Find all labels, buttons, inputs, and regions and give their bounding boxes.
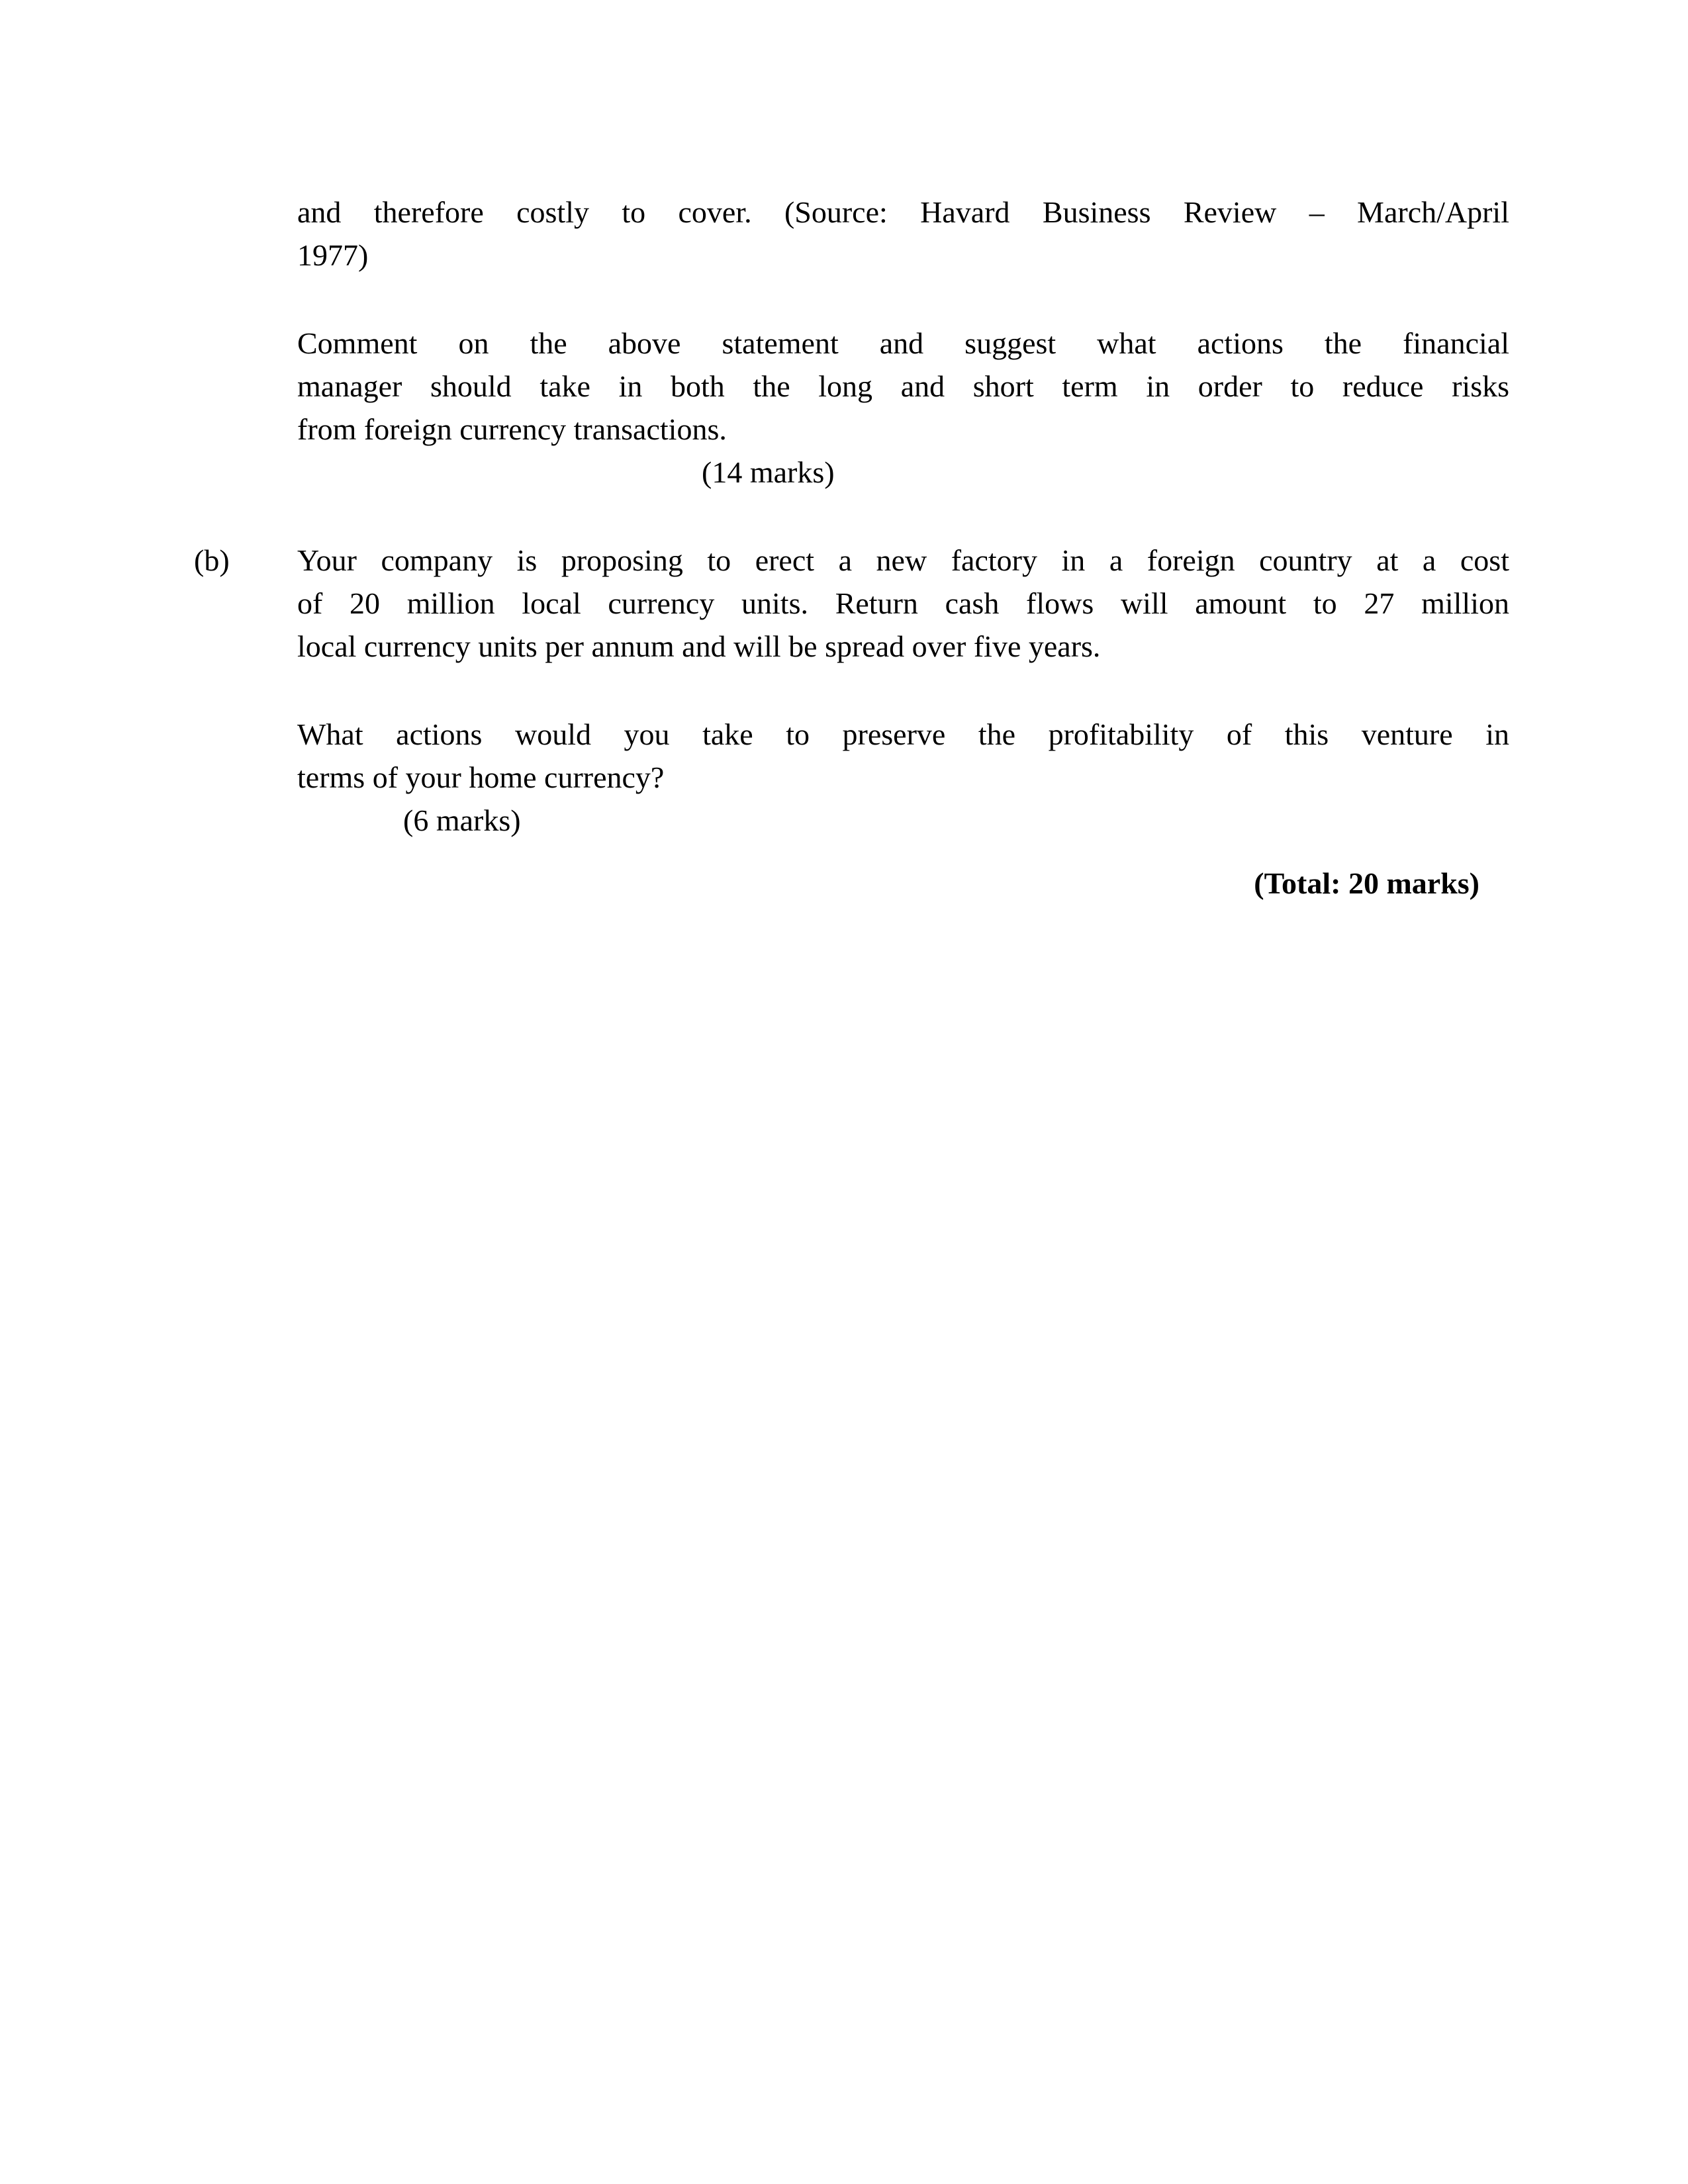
- text-line: What actions would you take to preserve the profitability of this venture in: [297, 717, 1509, 751]
- marks-14-line: [702, 451, 1509, 494]
- page-content: [194, 191, 1509, 905]
- item-b-label: (b): [194, 543, 230, 577]
- marks-6-line: [403, 799, 1509, 842]
- text-line: Your company is proposing to erect a new factory in a foreign country at a cost: [297, 543, 1509, 577]
- total-marks-line: [297, 862, 1509, 905]
- text-line: 1977): [297, 238, 369, 272]
- total-marks-text: (Total: 20 marks): [1254, 866, 1479, 900]
- intro-paragraph: [297, 191, 1509, 277]
- text-line: from foreign currency transactions.: [297, 412, 727, 446]
- question-item-b: [194, 539, 1509, 842]
- text-line: terms of your home currency?: [297, 760, 665, 794]
- text-line: of 20 million local currency units. Return cash flows will amount to 27 million: [297, 586, 1509, 620]
- text-line: and therefore costly to cover. (Source: Havard Business Review – March/April: [297, 195, 1509, 229]
- text-line: local currency units per annum and will be spread over five years.: [297, 629, 1101, 663]
- question-paragraph: [297, 713, 1509, 799]
- marks-text: (6 marks): [403, 803, 521, 837]
- scenario-paragraph: [297, 539, 1509, 668]
- text-line: manager should take in both the long and short term in order to reduce risks: [297, 369, 1509, 403]
- text-line: Comment on the above statement and suggest what actions the financial: [297, 326, 1509, 360]
- marks-text: (14 marks): [702, 455, 835, 489]
- comment-paragraph: [297, 322, 1509, 451]
